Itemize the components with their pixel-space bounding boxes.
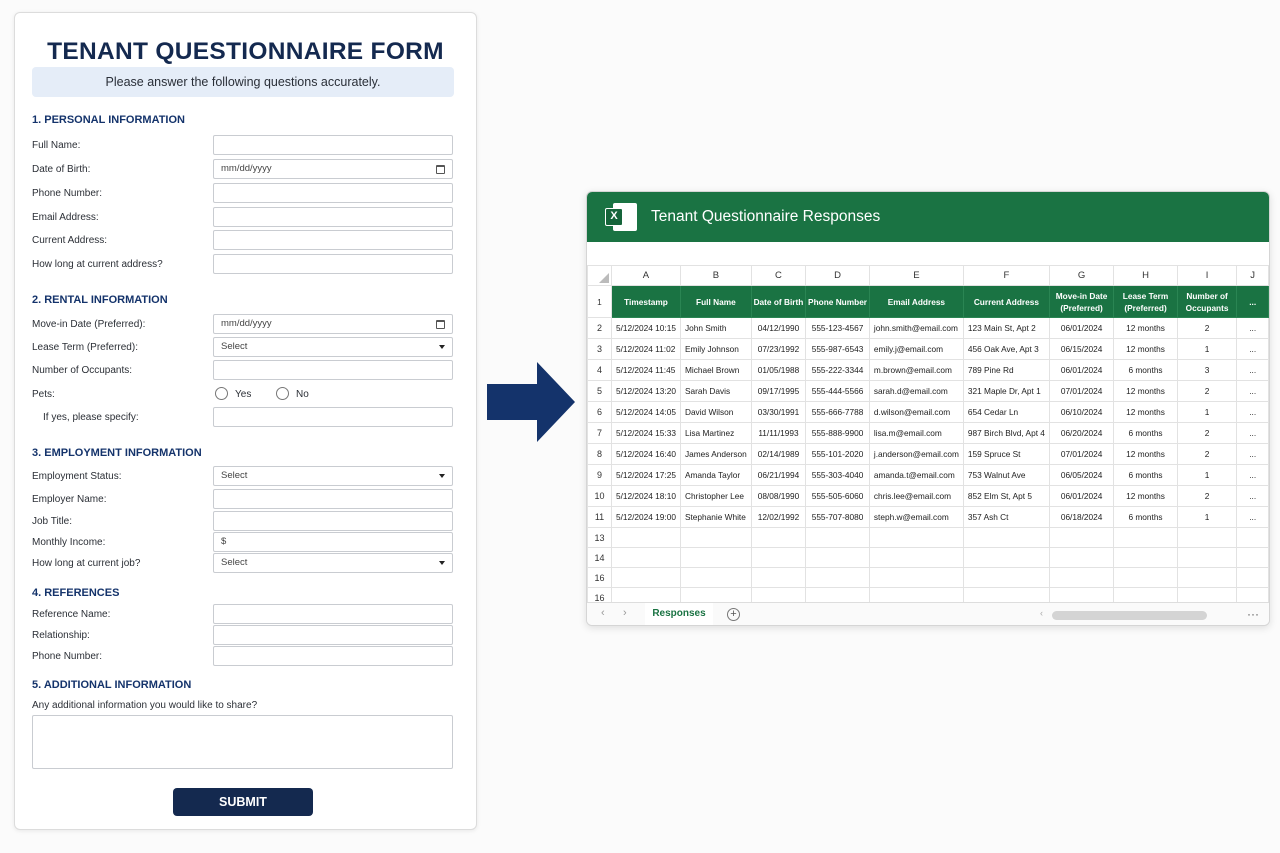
table-cell[interactable]: 555-444-5566 (806, 381, 870, 402)
occupants-input[interactable] (213, 360, 453, 380)
table-row (588, 318, 1269, 339)
table-cell[interactable]: 555-987-6543 (806, 339, 870, 360)
full-name-label: Full Name: (32, 140, 81, 151)
sheet-tab-responses[interactable]: Responses (645, 603, 713, 626)
header-cell[interactable]: ... (1237, 286, 1269, 318)
header-cell[interactable]: Full Name (680, 286, 751, 318)
right-arrow-icon (487, 362, 577, 442)
row-header[interactable]: 3 (588, 339, 612, 360)
table-cell[interactable]: 3 (1177, 360, 1237, 381)
table-cell[interactable]: John Smith (680, 318, 751, 339)
lease-term-value: Select (221, 341, 248, 352)
table-cell[interactable]: 2 (1177, 486, 1237, 507)
dob-placeholder: mm/dd/yyyy (221, 163, 272, 174)
row-header[interactable]: 4 (588, 360, 612, 381)
table-cell[interactable]: 654 Cedar Ln (963, 402, 1049, 423)
table-cell[interactable]: 01/05/1988 (751, 360, 805, 381)
table-cell[interactable]: ... (1237, 381, 1269, 402)
additional-info-textarea[interactable] (32, 715, 453, 769)
horizontal-scrollbar[interactable] (1052, 611, 1207, 620)
row-header[interactable]: 11 (588, 507, 612, 528)
header-cell[interactable]: Email Address (869, 286, 963, 318)
table-cell[interactable]: Michael Brown (680, 360, 751, 381)
table-row (588, 381, 1269, 402)
row-header[interactable]: 5 (588, 381, 612, 402)
header-cell[interactable]: Number of Occupants (1177, 286, 1237, 318)
table-cell[interactable]: 12 months (1114, 486, 1178, 507)
table-cell[interactable]: d.wilson@email.com (869, 402, 963, 423)
table-cell[interactable]: 555-505-6060 (806, 486, 870, 507)
table-row (588, 423, 1269, 444)
table-cell[interactable]: 6 months (1114, 360, 1178, 381)
email-input[interactable] (213, 207, 453, 227)
relationship-input[interactable] (213, 625, 453, 645)
reference-name-input[interactable] (213, 604, 453, 624)
table-row (588, 402, 1269, 423)
how-long-job-label: How long at current job? (32, 558, 141, 569)
table-cell[interactable]: 06/01/2024 (1049, 360, 1113, 381)
sheet-tab-bar (587, 602, 1269, 626)
table-cell[interactable]: 6 months (1114, 507, 1178, 528)
full-name-input[interactable] (213, 135, 453, 155)
table-cell[interactable]: 6 months (1114, 465, 1178, 486)
table-cell[interactable]: emily.j@email.com (869, 339, 963, 360)
table-cell[interactable]: 5/12/2024 17:25 (611, 465, 680, 486)
table-cell[interactable]: 03/30/1991 (751, 402, 805, 423)
column-header-f[interactable]: F (963, 266, 1049, 286)
table-cell[interactable]: 06/01/2024 (1049, 318, 1113, 339)
pets-yes-label: Yes (235, 389, 252, 400)
chevron-right-icon[interactable]: › (623, 607, 627, 619)
row-header[interactable]: 8 (588, 444, 612, 465)
table-cell[interactable]: 12 months (1114, 381, 1178, 402)
table-cell[interactable]: 12 months (1114, 444, 1178, 465)
table-row (588, 360, 1269, 381)
employment-status-value: Select (221, 470, 248, 481)
employment-status-select[interactable] (213, 466, 453, 486)
relationship-label: Relationship: (32, 630, 90, 641)
section-personal-heading: 1. PERSONAL INFORMATION (32, 114, 185, 126)
table-cell[interactable]: David Wilson (680, 402, 751, 423)
how-long-job-select[interactable] (213, 553, 453, 573)
table-cell[interactable]: steph.w@email.com (869, 507, 963, 528)
how-long-address-label: How long at current address? (32, 259, 163, 270)
table-cell[interactable]: 07/01/2024 (1049, 381, 1113, 402)
table-cell[interactable]: 852 Elm St, Apt 5 (963, 486, 1049, 507)
scroll-left-icon[interactable]: ‹ (1040, 608, 1043, 618)
table-cell[interactable]: 357 Ash Ct (963, 507, 1049, 528)
column-header-i[interactable]: I (1177, 266, 1237, 286)
table-cell[interactable]: 5/12/2024 11:45 (611, 360, 680, 381)
table-cell[interactable]: 12 months (1114, 339, 1178, 360)
table-cell[interactable]: 6 months (1114, 423, 1178, 444)
move-in-input[interactable] (213, 314, 453, 334)
column-header-e[interactable]: E (869, 266, 963, 286)
table-cell[interactable]: 04/12/1990 (751, 318, 805, 339)
lease-term-select[interactable] (213, 337, 453, 357)
table-cell[interactable]: 12 months (1114, 402, 1178, 423)
chevron-down-icon (439, 345, 445, 349)
phone-label: Phone Number: (32, 188, 103, 199)
header-cell[interactable]: Lease Term (Preferred) (1114, 286, 1178, 318)
pets-specify-label: If yes, please specify: (43, 412, 139, 423)
table-cell[interactable]: john.smith@email.com (869, 318, 963, 339)
table-cell[interactable]: 987 Birch Blvd, Apt 4 (963, 423, 1049, 444)
table-cell[interactable]: 555-123-4567 (806, 318, 870, 339)
how-long-address-input[interactable] (213, 254, 453, 274)
current-address-label: Current Address: (32, 235, 108, 246)
table-cell[interactable]: 1 (1177, 339, 1237, 360)
header-cell[interactable]: Date of Birth (751, 286, 805, 318)
table-cell[interactable]: 5/12/2024 15:33 (611, 423, 680, 444)
table-cell[interactable]: ... (1237, 339, 1269, 360)
table-cell[interactable]: ... (1237, 465, 1269, 486)
table-cell[interactable]: 11/11/1993 (751, 423, 805, 444)
currency-prefix: $ (221, 536, 227, 547)
move-in-label: Move-in Date (Preferred): (32, 319, 146, 330)
table-cell[interactable]: amanda.t@email.com (869, 465, 963, 486)
table-cell[interactable]: 1 (1177, 507, 1237, 528)
tenant-form (14, 12, 477, 830)
header-cell[interactable]: Timestamp (611, 286, 680, 318)
table-cell[interactable]: ... (1237, 486, 1269, 507)
table-cell[interactable]: 06/01/2024 (1049, 486, 1113, 507)
table-cell[interactable]: 02/14/1989 (751, 444, 805, 465)
column-header-h[interactable]: H (1114, 266, 1178, 286)
excel-logo-icon: X (605, 203, 637, 231)
table-cell[interactable]: 06/21/1994 (751, 465, 805, 486)
calendar-icon[interactable] (436, 320, 445, 329)
occupants-label: Number of Occupants: (32, 365, 133, 376)
employer-name-input[interactable] (213, 489, 453, 509)
header-cell[interactable]: Current Address (963, 286, 1049, 318)
table-cell[interactable]: James Anderson (680, 444, 751, 465)
table-cell[interactable]: Amanda Taylor (680, 465, 751, 486)
column-header-c[interactable]: C (751, 266, 805, 286)
calendar-icon[interactable] (436, 165, 445, 174)
job-title-input[interactable] (213, 511, 453, 531)
phone-input[interactable] (213, 183, 453, 203)
ref-phone-label: Phone Number: (32, 651, 103, 662)
table-cell[interactable]: 1 (1177, 402, 1237, 423)
table-cell[interactable]: sarah.d@email.com (869, 381, 963, 402)
table-cell[interactable]: 5/12/2024 16:40 (611, 444, 680, 465)
table-cell[interactable]: Emily Johnson (680, 339, 751, 360)
table-cell[interactable]: j.anderson@email.com (869, 444, 963, 465)
table-cell[interactable]: 555-303-4040 (806, 465, 870, 486)
select-all-corner[interactable] (588, 266, 612, 286)
table-cell[interactable]: 07/01/2024 (1049, 444, 1113, 465)
reference-name-label: Reference Name: (32, 609, 111, 620)
column-header-g[interactable]: G (1049, 266, 1113, 286)
lease-term-label: Lease Term (Preferred): (32, 342, 138, 353)
spreadsheet-title: Tenant Questionnaire Responses (651, 208, 881, 225)
section-additional-heading: 5. ADDITIONAL INFORMATION (32, 679, 192, 691)
table-cell[interactable]: m.brown@email.com (869, 360, 963, 381)
section-rental-heading: 2. RENTAL INFORMATION (32, 294, 168, 306)
form-title: TENANT QUESTIONNAIRE FORM (47, 38, 444, 65)
table-cell[interactable]: chris.lee@email.com (869, 486, 963, 507)
row-header[interactable]: 14 (588, 548, 612, 568)
table-cell[interactable]: 06/18/2024 (1049, 507, 1113, 528)
row-header[interactable]: 10 (588, 486, 612, 507)
table-cell[interactable]: 2 (1177, 444, 1237, 465)
table-cell[interactable]: 2 (1177, 318, 1237, 339)
section-references-heading: 4. REFERENCES (32, 587, 120, 599)
table-cell[interactable]: 07/23/1992 (751, 339, 805, 360)
email-label: Email Address: (32, 212, 99, 223)
section-employment-heading: 3. EMPLOYMENT INFORMATION (32, 447, 202, 459)
column-header-d[interactable]: D (806, 266, 870, 286)
column-header-b[interactable]: B (680, 266, 751, 286)
table-cell[interactable]: 789 Pine Rd (963, 360, 1049, 381)
submit-button[interactable]: SUBMIT (173, 788, 313, 816)
table-row (588, 465, 1269, 486)
table-cell[interactable]: 555-101-2020 (806, 444, 870, 465)
spreadsheet-header (587, 192, 1269, 242)
row-header[interactable]: 6 (588, 402, 612, 423)
column-header-j[interactable]: J (1237, 266, 1269, 286)
current-address-input[interactable] (213, 230, 453, 250)
header-cell[interactable]: Phone Number (806, 286, 870, 318)
table-cell[interactable]: 555-666-7788 (806, 402, 870, 423)
table-cell[interactable]: 12 months (1114, 318, 1178, 339)
row-header[interactable]: 7 (588, 423, 612, 444)
table-cell[interactable]: 06/15/2024 (1049, 339, 1113, 360)
chevron-left-icon[interactable]: ‹ (601, 607, 605, 619)
table-cell[interactable]: Sarah Davis (680, 381, 751, 402)
table-cell[interactable]: 5/12/2024 19:00 (611, 507, 680, 528)
more-options-icon[interactable]: ··· (1247, 607, 1259, 621)
table-cell[interactable]: 1 (1177, 465, 1237, 486)
row-header[interactable]: 9 (588, 465, 612, 486)
dob-label: Date of Birth: (32, 164, 91, 175)
table-cell[interactable]: 2 (1177, 423, 1237, 444)
job-title-label: Job Title: (32, 516, 73, 527)
header-cell[interactable]: Move-in Date (Preferred) (1049, 286, 1113, 318)
table-cell[interactable]: 5/12/2024 10:15 (611, 318, 680, 339)
row-header[interactable]: 16 (588, 568, 612, 588)
monthly-income-input[interactable] (213, 532, 453, 552)
chevron-down-icon (439, 561, 445, 565)
table-cell[interactable]: 12/02/1992 (751, 507, 805, 528)
table-cell[interactable]: ... (1237, 318, 1269, 339)
row-header[interactable]: 16 (588, 588, 612, 608)
table-cell[interactable]: 456 Oak Ave, Apt 3 (963, 339, 1049, 360)
ref-phone-input[interactable] (213, 646, 453, 666)
move-in-placeholder: mm/dd/yyyy (221, 318, 272, 329)
table-row (588, 339, 1269, 360)
table-row (588, 507, 1269, 528)
table-cell[interactable]: 555-707-8080 (806, 507, 870, 528)
table-cell[interactable]: 5/12/2024 13:20 (611, 381, 680, 402)
table-row (588, 444, 1269, 465)
table-cell[interactable]: lisa.m@email.com (869, 423, 963, 444)
monthly-income-label: Monthly Income: (32, 537, 106, 548)
table-cell[interactable]: 06/10/2024 (1049, 402, 1113, 423)
table-cell[interactable]: ... (1237, 423, 1269, 444)
pets-specify-input[interactable] (213, 407, 453, 427)
table-cell[interactable]: 09/17/1995 (751, 381, 805, 402)
chevron-down-icon (439, 474, 445, 478)
table-cell[interactable]: 555-222-3344 (806, 360, 870, 381)
table-cell[interactable]: 753 Walnut Ave (963, 465, 1049, 486)
employment-status-label: Employment Status: (32, 471, 122, 482)
table-cell[interactable]: 5/12/2024 18:10 (611, 486, 680, 507)
add-sheet-icon[interactable]: + (727, 608, 740, 621)
table-cell[interactable]: ... (1237, 507, 1269, 528)
table-cell[interactable]: Christopher Lee (680, 486, 751, 507)
form-instructions: Please answer the following questions accurately. (32, 67, 454, 97)
how-long-job-value: Select (221, 557, 248, 568)
additional-question-label: Any additional information you would like to share? (32, 700, 258, 711)
table-cell[interactable]: 06/20/2024 (1049, 423, 1113, 444)
pets-yes-radio[interactable] (215, 387, 228, 400)
spreadsheet-window (586, 191, 1270, 626)
table-cell[interactable]: 5/12/2024 11:02 (611, 339, 680, 360)
table-cell[interactable]: 2 (1177, 381, 1237, 402)
pets-no-radio[interactable] (276, 387, 289, 400)
employer-name-label: Employer Name: (32, 494, 107, 505)
row-header[interactable]: 13 (588, 528, 612, 548)
table-cell[interactable]: 159 Spruce St (963, 444, 1049, 465)
table-cell[interactable]: 06/05/2024 (1049, 465, 1113, 486)
table-cell[interactable]: 555-888-9900 (806, 423, 870, 444)
table-row (588, 486, 1269, 507)
table-cell[interactable]: ... (1237, 402, 1269, 423)
pets-no-label: No (296, 389, 309, 400)
dob-input[interactable] (213, 159, 453, 179)
pets-label: Pets: (32, 389, 55, 400)
table-cell[interactable]: ... (1237, 360, 1269, 381)
table-cell[interactable]: 08/08/1990 (751, 486, 805, 507)
table-cell[interactable]: 123 Main St, Apt 2 (963, 318, 1049, 339)
column-header-a[interactable]: A (611, 266, 680, 286)
spreadsheet-grid (587, 265, 1269, 608)
table-cell[interactable]: ... (1237, 444, 1269, 465)
row-header[interactable]: 2 (588, 318, 612, 339)
table-cell[interactable]: 321 Maple Dr, Apt 1 (963, 381, 1049, 402)
table-cell[interactable]: Stephanie White (680, 507, 751, 528)
table-cell[interactable]: 5/12/2024 14:05 (611, 402, 680, 423)
table-cell[interactable]: Lisa Martinez (680, 423, 751, 444)
row-header[interactable]: 1 (588, 286, 612, 318)
